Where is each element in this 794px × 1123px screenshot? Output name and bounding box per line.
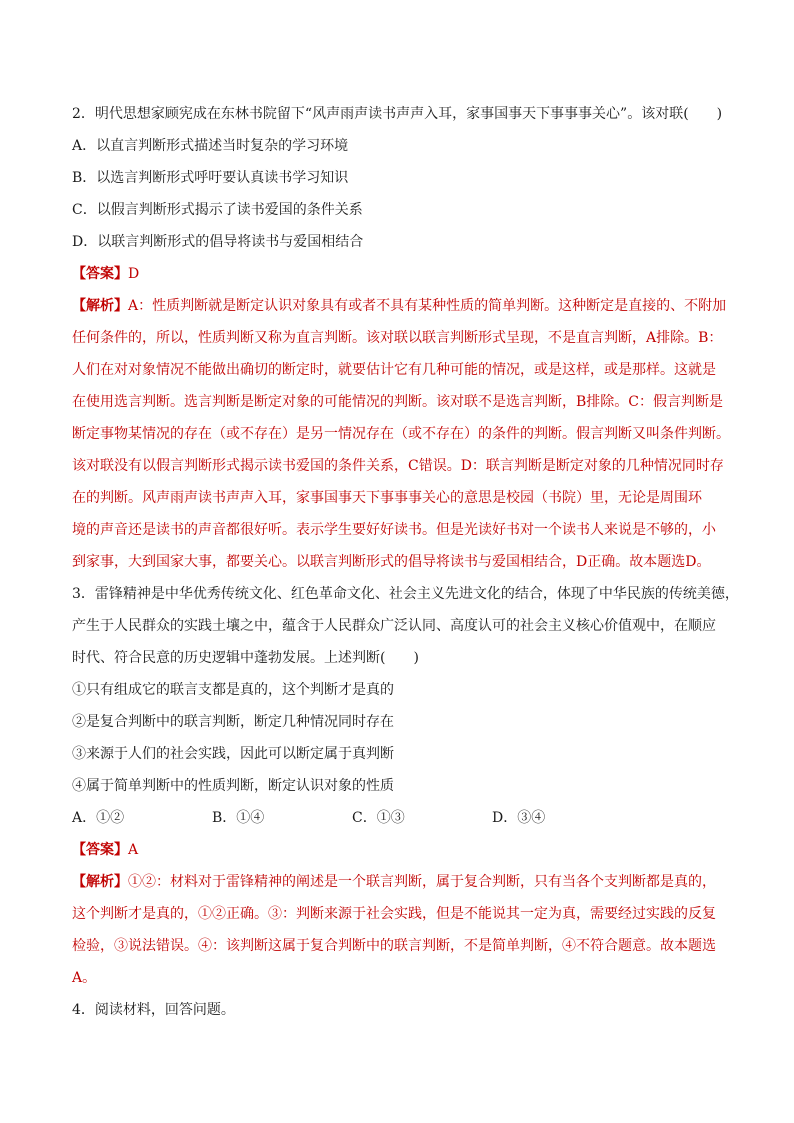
q2-analysis-line-2: 任何条件的，所以，性质判断又称为直言判断。该对联以联言判断形式呈现，不是直言判断，A排除。B： bbox=[72, 330, 723, 346]
q3-stem-line-3: 时代、符合民意的历史逻辑中蓬勃发展。上述判断( ) bbox=[72, 650, 419, 666]
q3-statement-2: ②是复合判断中的联言判断，断定几种情况同时存在 bbox=[72, 714, 394, 730]
q3-stem-line-1: 3．雷锋精神是中华优秀传统文化、红色革命文化、社会主义先进文化的结合，体现了中华民族的传统美德， bbox=[72, 586, 739, 602]
q3-analysis-line-2: 这个判断才是真的，①②正确。③：判断来源于社会实践，但是不能说其一定为真，需要经过实践的反复 bbox=[72, 906, 716, 922]
q3-stem-line-2: 产生于人民群众的实践土壤之中，蕴含于人民群众广泛认同、高度认可的社会主义核心价值观中，在顺应 bbox=[72, 618, 716, 634]
q3-analysis-text: ①②：材料对于雷锋精神的阐述是一个联言判断，属于复合判断，只有当各个支判断都是真的， bbox=[128, 874, 716, 890]
q2-analysis-line-6: 该对联没有以假言判断形式揭示读书爱国的条件关系，C错误。D：联言判断是断定对象的几种情况同时存 bbox=[72, 458, 724, 474]
q3-statement-4: ④属于简单判断中的性质判断，断定认识对象的性质 bbox=[72, 778, 394, 794]
q2-analysis-line-5: 断定事物某情况的存在（或不存在）是另一情况存在（或不存在）的条件的判断。假言判断又叫条件判断。 bbox=[72, 426, 730, 442]
q2-analysis-line-9: 到家事，大到国家大事，都要关心。以联言判断形式的倡导将读书与爱国相结合，D正确。故本题选D。 bbox=[72, 554, 711, 570]
q3-choice-d: D．③④ bbox=[492, 810, 546, 826]
q2-analysis-tag: 【解析】 bbox=[72, 298, 128, 314]
q3-statement-3: ③来源于人们的社会实践，因此可以断定属于真判断 bbox=[72, 746, 394, 762]
q3-choices bbox=[72, 802, 724, 834]
q3-statement-1: ①只有组成它的联言支都是真的，这个判断才是真的 bbox=[72, 682, 394, 698]
q2-answer-value: D bbox=[128, 266, 140, 282]
q3-answer-value: A bbox=[128, 842, 139, 858]
q2-answer bbox=[72, 258, 724, 290]
q3-choice-c: C．①③ bbox=[352, 810, 405, 826]
q3-analysis-line-4: A。 bbox=[72, 970, 97, 986]
q2-analysis-text: A：性质判断就是断定认识对象具有或者不具有某种性质的简单判断。这种断定是直接的、不附加 bbox=[128, 298, 727, 314]
q3-analysis-tag: 【解析】 bbox=[72, 874, 128, 890]
q3-answer bbox=[72, 834, 724, 866]
q2-analysis-line-8: 境的声音还是读书的声音都很好听。表示学生要好好读书。但是光读好书对一个读书人来说是不够的，小 bbox=[72, 522, 716, 538]
q2-option-a: A．以直言判断形式描述当时复杂的学习环境 bbox=[72, 138, 349, 154]
q2-analysis-line-3: 人们在对对象情况不能做出确切的断定时，就要估计它有几种可能的情况，或是这样，或是那样。这就是 bbox=[72, 362, 716, 378]
q3-answer-tag: 【答案】 bbox=[72, 842, 128, 858]
q3-choice-a: A．①② bbox=[72, 810, 125, 826]
q2-option-c: C．以假言判断形式揭示了读书爱国的条件关系 bbox=[72, 202, 363, 218]
document-content bbox=[72, 98, 739, 1026]
q2-analysis-line-7: 在的判断。风声雨声读书声声入耳，家事国事天下事事事关心的意思是校园（书院）里，无论是周围环 bbox=[72, 490, 702, 506]
q2-answer-tag: 【答案】 bbox=[72, 266, 128, 282]
q2-analysis-line-4: 在使用选言判断。选言判断是断定对象的可能情况的判断。该对联不是选言判断，B排除。C：假言判断是 bbox=[72, 394, 723, 410]
q3-analysis-line-3: 检验，③说法错误。④：该判断这属于复合判断中的联言判断，不是简单判断，④不符合题意。故本题选 bbox=[72, 938, 716, 954]
q2-option-d: D．以联言判断形式的倡导将读书与爱国相结合 bbox=[72, 234, 364, 250]
q2-option-b: B．以选言判断形式呼吁要认真读书学习知识 bbox=[72, 170, 349, 186]
q4-stem: 4．阅读材料，回答问题。 bbox=[72, 1002, 235, 1018]
q2-analysis-line-1 bbox=[72, 290, 727, 322]
q3-choice-b: B．①④ bbox=[212, 810, 265, 826]
q2-stem: 2．明代思想家顾宪成在东林书院留下“风声雨声读书声声入耳，家事国事天下事事事关心”。该对联( ) bbox=[72, 106, 723, 122]
q3-analysis-line-1 bbox=[72, 866, 724, 898]
